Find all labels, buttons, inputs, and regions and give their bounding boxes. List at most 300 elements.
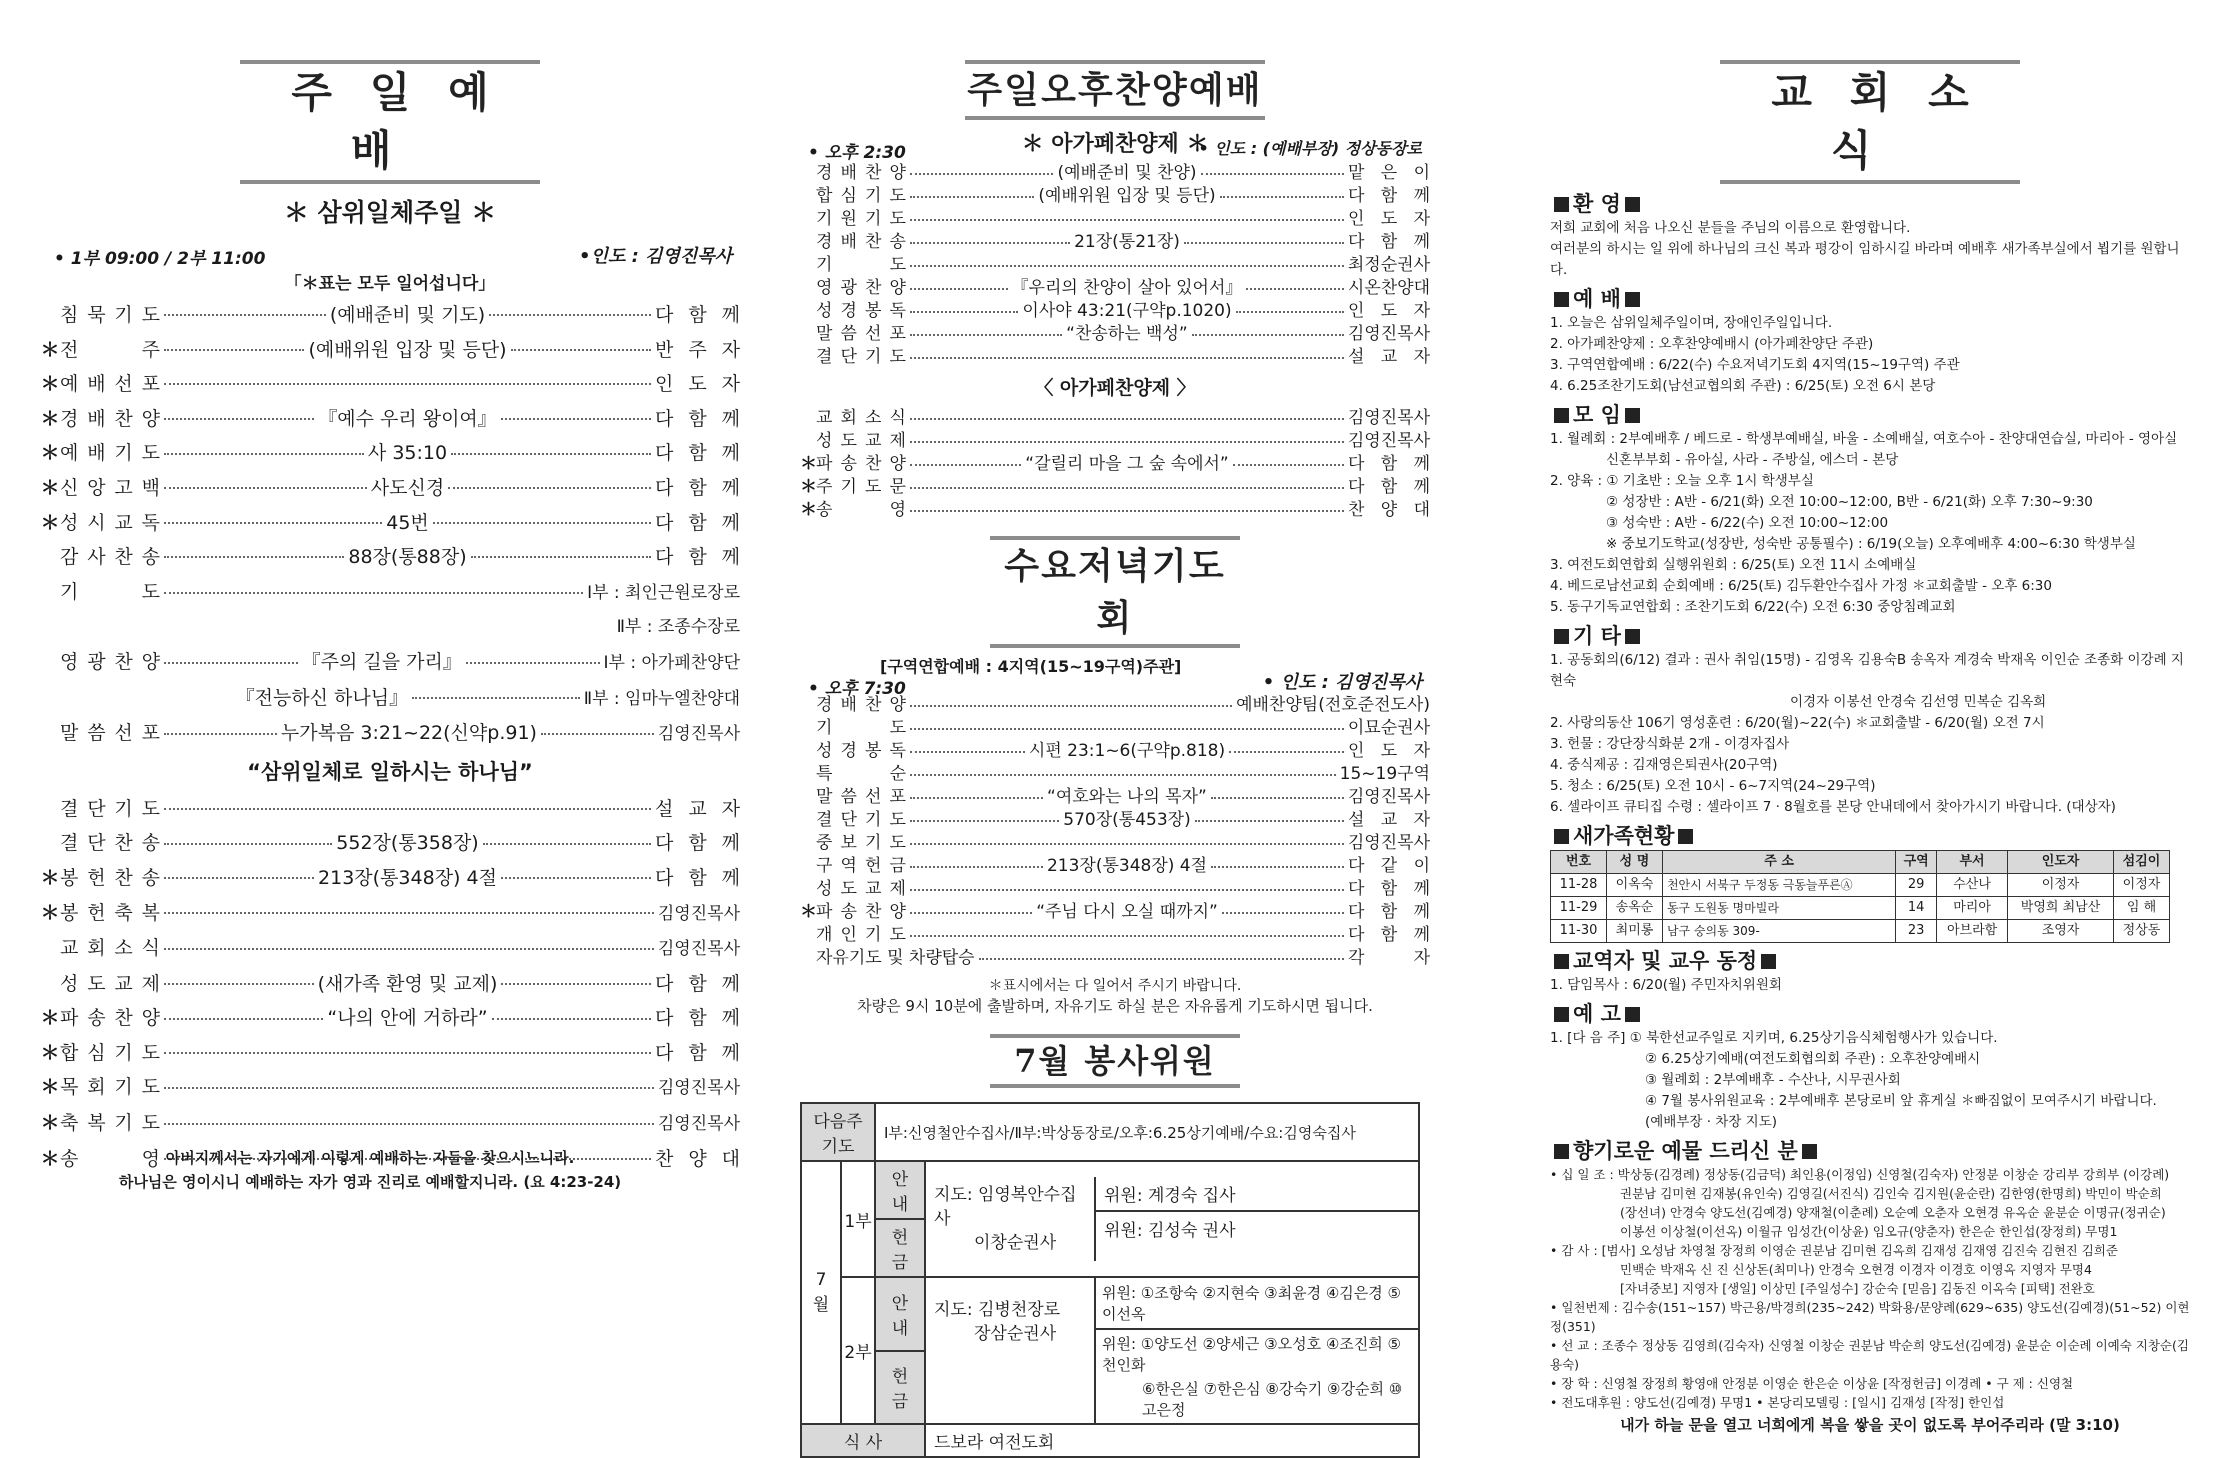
dotted-leader bbox=[164, 349, 304, 351]
service-item-person: 다 함 께 bbox=[655, 1007, 740, 1030]
service-item-label: 교 회 소 식 bbox=[60, 937, 160, 960]
dotted-leader bbox=[501, 983, 651, 985]
part1-guide bbox=[926, 1177, 1096, 1261]
standing-mark: ＊ bbox=[40, 901, 60, 924]
service-item-person: Ⅰ부 : 최인근원로장로 bbox=[587, 582, 740, 603]
service-row bbox=[40, 967, 740, 1002]
square-bullet-icon bbox=[1554, 1144, 1569, 1159]
service-row bbox=[40, 610, 740, 645]
service-item-label: 경 배 찬 송 bbox=[816, 232, 906, 252]
standing-notice: 「＊표는 모두 일어섭니다」 bbox=[284, 274, 496, 294]
sunday-worship-title: 주일예배 bbox=[240, 60, 540, 184]
service-item-content: (예배준비 및 기도) bbox=[329, 304, 486, 326]
service-row bbox=[800, 499, 1430, 522]
notice-line: • 감 사 : [범사] 오성남 차영철 장정희 이영순 권분남 김미현 김옥희 김재성 김재영 김진숙 김현진 김희준 bbox=[1550, 1243, 2118, 1258]
verse-line-1: 아버지께서는 자기에게 이렇게 예배하는 자들을 찾으시느니라. bbox=[165, 1149, 575, 1167]
service-row bbox=[40, 792, 740, 827]
dotted-leader bbox=[910, 288, 1008, 290]
dotted-leader bbox=[910, 357, 1344, 359]
service-item-content: “여호와는 나의 목자” bbox=[1047, 787, 1207, 807]
notice-line: 여러분의 하시는 일 위에 하나님의 크신 복과 평강이 임하시길 바라며 예배후 새가족부실에서 뵙기를 원합니다. bbox=[1550, 241, 2180, 278]
service-item-label: 파 송 찬 양 bbox=[816, 902, 906, 922]
table-cell: 11-30 bbox=[1551, 920, 1607, 943]
service-item-label: 합 심 기 도 bbox=[816, 186, 906, 206]
table-row bbox=[1551, 897, 2170, 920]
part1-usher-members: 위원: 계경숙 집사 bbox=[1096, 1177, 1418, 1212]
notice-line: ② 성장반 : A반 - 6/21(화) 오전 10:00~12:00, B반 - 6/21(화) 오후 7:30~9:30 bbox=[1606, 494, 2093, 510]
service-item-content: 570장(통453장) bbox=[1063, 810, 1191, 830]
dotted-leader bbox=[910, 843, 1344, 845]
dotted-leader bbox=[910, 487, 1344, 489]
service-item-label: 예 배 선 포 bbox=[60, 373, 160, 396]
offering-heading bbox=[1550, 1137, 2190, 1165]
dotted-leader bbox=[1192, 334, 1344, 336]
service-item-label: 말 씀 선 포 bbox=[816, 787, 906, 807]
notice-line: 이경자 이봉선 안경숙 김선영 민복순 김옥희 bbox=[1790, 694, 2047, 710]
service-item-person: 김영진목사 bbox=[657, 939, 740, 960]
etc-text bbox=[1550, 650, 2190, 818]
service-item-label: 감 사 찬 송 bbox=[60, 546, 160, 569]
staff-news-heading bbox=[1550, 947, 2190, 975]
part1-guide-a: 지도: 임영복안수집사 bbox=[934, 1185, 1077, 1229]
afternoon-leader: • 인도 : (예배부장) 정상동장로 bbox=[1198, 139, 1422, 158]
service-item-person: 찬 양 대 bbox=[1348, 500, 1430, 520]
service-row bbox=[40, 1106, 740, 1142]
service-item-content: “찬송하는 백성” bbox=[1066, 324, 1188, 344]
service-row bbox=[40, 506, 740, 541]
church-news-column bbox=[1550, 60, 2190, 1436]
service-item-person: 다 함 께 bbox=[655, 972, 740, 995]
service-row bbox=[40, 367, 740, 402]
part2-offering-members-2: ⑥한은실 ⑦한은심 ⑧강숙기 ⑨강순희 ⑩고은정 bbox=[1142, 1380, 1403, 1419]
dotted-leader bbox=[164, 662, 298, 664]
dotted-leader bbox=[910, 196, 1034, 198]
new-family-heading-text: 새가족현황 bbox=[1573, 824, 1675, 848]
service-row bbox=[800, 185, 1430, 208]
service-item-label: 성 시 교 독 bbox=[60, 511, 160, 534]
service-row bbox=[40, 298, 740, 333]
july-servants-title: 7월 봉사위원 bbox=[990, 1034, 1240, 1088]
worship-heading-text: 예 배 bbox=[1573, 287, 1621, 311]
service-item-label: 송 영 bbox=[816, 500, 906, 520]
dotted-leader bbox=[910, 418, 1344, 420]
notice-line: ※ 중보기도학교(성장반, 성숙반 공통필수) : 6/19(오늘) 오후예배후 4:00~6:30 학생부실 bbox=[1606, 536, 2136, 552]
notice-line: • 일천번제 : 김수송(151~157) 박근용/박경희(235~242) 박화용/문양례(629~635) 양도선(김예경)(51~52) 이현정(351) bbox=[1550, 1300, 2190, 1334]
service-row bbox=[800, 254, 1430, 277]
service-item-label: 성 경 봉 독 bbox=[816, 301, 906, 321]
upcoming-text bbox=[1550, 1028, 2190, 1133]
notice-line: 1. 공동회의(6/12) 결과 : 권사 취임(15명) - 김영옥 김용숙B 송옥자 계경숙 박재옥 이인순 조종화 이강례 지현숙 bbox=[1550, 652, 2184, 689]
service-item-person: 인 도 자 bbox=[1348, 741, 1431, 761]
order-of-service-2 bbox=[40, 792, 740, 1177]
service-row bbox=[800, 300, 1430, 323]
standing-mark: ＊ bbox=[40, 866, 60, 889]
sunday-worship-column bbox=[40, 60, 740, 1176]
service-item-content: (새가족 환영 및 교제) bbox=[317, 972, 498, 995]
service-row bbox=[800, 901, 1430, 924]
column-header: 구역 bbox=[1896, 851, 1937, 874]
dotted-leader bbox=[164, 733, 277, 735]
notice-line: 4. 중식제공 : 김재영은퇴권사(20구역) bbox=[1550, 757, 1778, 773]
standing-mark: ＊ bbox=[40, 476, 60, 499]
square-bullet-icon bbox=[1678, 829, 1693, 844]
standing-mark: ＊ bbox=[40, 511, 60, 534]
service-item-person: 다 함 께 bbox=[655, 1041, 740, 1064]
church-news-title: 교회소식 bbox=[1720, 60, 2020, 184]
service-item-person: 각 자 bbox=[1348, 948, 1430, 968]
notice-line: 3. 헌물 : 강단장식화분 2개 - 이경자집사 bbox=[1550, 736, 1790, 752]
service-item-label: 영 광 찬 양 bbox=[60, 650, 160, 673]
service-item-person: 찬 양 대 bbox=[655, 1147, 740, 1170]
service-item-person: 김영진목사 bbox=[657, 724, 740, 745]
service-row bbox=[40, 1070, 740, 1106]
part1-offering-members: 위원: 김성숙 권사 bbox=[1104, 1221, 1236, 1241]
welcome-heading bbox=[1550, 190, 2190, 218]
service-item-person: 예배찬양팀(전호준전도사) bbox=[1236, 695, 1430, 715]
service-row bbox=[40, 540, 740, 575]
service-row bbox=[40, 931, 740, 967]
service-row bbox=[40, 896, 740, 932]
dotted-leader bbox=[164, 453, 364, 455]
part2-offering-members-1: 위원: ①양도선 ②양세근 ③오성호 ④조진희 ⑤천인화 bbox=[1102, 1335, 1401, 1374]
afternoon-worship-column bbox=[800, 60, 1430, 1458]
notice-line: 3. 구역연합예배 : 6/22(수) 수요저녁기도회 4지역(15~19구역) 주관 bbox=[1550, 357, 1960, 373]
vehicle-note: 차량은 9시 10분에 출발하며, 자유기도 하실 분은 자유롭게 기도하시면 됩니다. bbox=[857, 997, 1373, 1015]
service-row bbox=[800, 832, 1430, 855]
wednesday-prayer-title: 수요저녁기도회 bbox=[990, 536, 1240, 648]
square-bullet-icon bbox=[1554, 292, 1569, 307]
service-item-label: 주 기 도 문 bbox=[816, 477, 906, 497]
service-item-person: 김영진목사 bbox=[1347, 324, 1430, 344]
notice-line: ③ 성숙반 : A반 - 6/22(수) 오전 10:00~12:00 bbox=[1606, 515, 1889, 531]
table-cell: 이옥숙 bbox=[1607, 874, 1663, 897]
dotted-leader bbox=[910, 441, 1344, 443]
service-item-label: 결 단 찬 송 bbox=[60, 832, 160, 855]
dotted-leader bbox=[1220, 196, 1344, 198]
dotted-leader bbox=[910, 751, 1025, 753]
service-item-label: 송 영 bbox=[60, 1147, 160, 1170]
notice-line: 6. 셀라이프 큐티집 수령 : 셀라이프 7 · 8월호를 본당 안내데에서 찾아가시기 바랍니다. (대상자) bbox=[1550, 799, 2116, 815]
wednesday-leader: • 인도 : 김영진목사 bbox=[1262, 672, 1422, 693]
standing-mark: ＊ bbox=[800, 902, 817, 922]
service-item-content: 『전능하신 하나님』 bbox=[235, 686, 409, 709]
service-item-label: 신 앙 고 백 bbox=[60, 476, 160, 499]
service-item-label: 말 씀 선 포 bbox=[60, 722, 160, 745]
service-row bbox=[800, 476, 1430, 499]
table-cell: 마리아 bbox=[1937, 897, 2008, 920]
service-item-person: 다 함 께 bbox=[655, 832, 740, 855]
square-bullet-icon bbox=[1625, 1007, 1640, 1022]
service-item-person: 김영진목사 bbox=[1347, 787, 1430, 807]
dotted-leader bbox=[164, 948, 654, 950]
table-cell: 이정자 bbox=[2008, 874, 2114, 897]
usher-label-1: 안내 bbox=[875, 1161, 925, 1219]
service-row bbox=[800, 277, 1430, 300]
service-row bbox=[800, 346, 1430, 369]
dotted-leader bbox=[412, 697, 580, 699]
afternoon-order bbox=[800, 162, 1430, 369]
dotted-leader bbox=[164, 314, 326, 316]
table-cell: 이정자 bbox=[2114, 874, 2170, 897]
service-row bbox=[40, 645, 740, 681]
dotted-leader bbox=[471, 556, 651, 558]
service-item-label: 특 순 bbox=[816, 764, 906, 784]
service-item-person: 인 도 자 bbox=[1348, 209, 1430, 229]
service-item-person: 다 함 께 bbox=[655, 476, 740, 499]
service-row bbox=[800, 407, 1430, 430]
part2-usher-members: 위원: ①조항숙 ②지현숙 ③최윤경 ④김은경 ⑤이선옥 bbox=[1096, 1278, 1418, 1330]
meeting-heading bbox=[1550, 401, 2190, 429]
notice-line: • 십 일 조 : 박상동(김경례) 정상동(김금덕) 최인용(이정임) 신영철(김숙자) 안정분 이창순 강리부 강희부 (이강례) bbox=[1550, 1167, 2170, 1182]
service-row bbox=[800, 231, 1430, 254]
notice-line: 1. 오늘은 삼위일체주일이며, 장애인주일입니다. bbox=[1550, 315, 1833, 331]
service-item-content: (예배위원 입장 및 등단) bbox=[1038, 186, 1216, 206]
column-header: 부서 bbox=[1937, 851, 2008, 874]
part2-guide bbox=[926, 1278, 1096, 1423]
service-row bbox=[800, 430, 1430, 453]
service-item-content: “주님 다시 오실 때까지” bbox=[1036, 902, 1218, 922]
dotted-leader bbox=[1222, 912, 1344, 914]
notice-line: 신혼부부회 - 유아실, 사라 - 주방실, 에스더 - 본당 bbox=[1606, 452, 1899, 468]
upcoming-heading bbox=[1550, 1000, 2190, 1028]
service-row bbox=[800, 878, 1430, 901]
dotted-leader bbox=[164, 556, 344, 558]
service-item-label: 전 주 bbox=[60, 338, 160, 361]
service-item-label: 봉 헌 축 복 bbox=[60, 901, 160, 924]
notice-line: ③ 월례회 : 2부예배후 - 수산나, 시무권사회 bbox=[1645, 1072, 1901, 1088]
table-cell: 23 bbox=[1896, 920, 1937, 943]
service-item-label: 성 도 교 제 bbox=[816, 431, 906, 451]
bottom-verse bbox=[60, 1146, 680, 1194]
welcome-heading-text: 환 영 bbox=[1573, 192, 1621, 216]
dotted-leader bbox=[451, 453, 651, 455]
dotted-leader bbox=[501, 877, 651, 879]
standing-mark: ＊ bbox=[40, 1041, 60, 1064]
dotted-leader bbox=[541, 733, 654, 735]
dotted-leader bbox=[164, 522, 382, 524]
service-row bbox=[800, 786, 1430, 809]
service-item-content: 213장(통348장) 4절 bbox=[1046, 856, 1208, 876]
new-family-heading bbox=[1550, 822, 2190, 850]
service-item-label: 경 배 찬 양 bbox=[816, 695, 906, 715]
usher-label-2: 안내 bbox=[875, 1277, 925, 1351]
service-item-person: 반 주 자 bbox=[655, 338, 740, 361]
dotted-leader bbox=[910, 866, 1043, 868]
july-servants-table bbox=[800, 1102, 1420, 1458]
service-row bbox=[800, 740, 1430, 763]
service-item-person: 맡 은 이 bbox=[1348, 163, 1430, 183]
service-item-person: 김영진목사 bbox=[1347, 408, 1430, 428]
order-of-service bbox=[40, 298, 740, 752]
service-item-content: (예배준비 및 찬양) bbox=[1057, 163, 1197, 183]
column-header: 인도자 bbox=[2008, 851, 2114, 874]
dotted-leader bbox=[164, 983, 314, 985]
notice-line: 2. 사랑의동산 106기 영성훈련 : 6/20(월)~22(수) ＊교회출발 - 6/20(월) 오전 7시 bbox=[1550, 715, 2045, 731]
service-item-person: 다 함 께 bbox=[1348, 879, 1430, 899]
table-cell: 조영자 bbox=[2008, 920, 2114, 943]
service-row bbox=[800, 809, 1430, 832]
notice-line: 5. 청소 : 6/25(토) 오전 10시 - 6~7지역(24~29구역) bbox=[1550, 778, 1876, 794]
service-item-content: 88장(통88장) bbox=[348, 546, 467, 569]
part2-cell bbox=[925, 1277, 1419, 1424]
dotted-leader bbox=[910, 464, 1021, 466]
service-item-label: 파 송 찬 양 bbox=[816, 454, 906, 474]
column-header: 섬김이 bbox=[2114, 851, 2170, 874]
service-item-content: 시편 23:1~6(구약p.818) bbox=[1028, 741, 1226, 761]
service-item-person: Ⅱ부 : 임마누엘찬양대 bbox=[583, 688, 740, 709]
service-row bbox=[800, 763, 1430, 786]
service-row bbox=[800, 162, 1430, 185]
dotted-leader bbox=[483, 843, 651, 845]
service-item-person: 다 함 께 bbox=[655, 546, 740, 569]
table-cell: 송옥순 bbox=[1607, 897, 1663, 920]
standing-note: ＊표시에서는 다 일어서 주시기 바랍니다. bbox=[988, 978, 1242, 994]
dotted-leader bbox=[501, 418, 651, 420]
service-item-person: 다 함 께 bbox=[655, 866, 740, 889]
part2-guide-a: 지도: 김병천장로 bbox=[934, 1300, 1061, 1320]
welcome-text bbox=[1550, 218, 2190, 281]
service-item-person: 다 함 께 bbox=[1348, 454, 1431, 474]
square-bullet-icon bbox=[1761, 954, 1776, 969]
dotted-leader bbox=[910, 510, 1344, 512]
dotted-leader bbox=[1229, 751, 1344, 753]
dotted-leader bbox=[164, 912, 654, 914]
service-item-person: 김영진목사 bbox=[1347, 833, 1430, 853]
service-item-content: 사 35:10 bbox=[367, 442, 448, 465]
service-item-label: 개 인 기 도 bbox=[816, 925, 906, 945]
dotted-leader bbox=[910, 774, 1336, 776]
service-item-label: 영 광 찬 양 bbox=[816, 278, 906, 298]
service-item-person: 다 같 이 bbox=[1348, 856, 1431, 876]
service-item-person: 설 교 자 bbox=[1348, 810, 1430, 830]
table-header-row bbox=[1551, 851, 2170, 874]
service-item-person: 인 도 자 bbox=[655, 373, 740, 396]
service-row bbox=[40, 436, 740, 471]
dotted-leader bbox=[1184, 242, 1344, 244]
service-item-label: 파 송 찬 양 bbox=[60, 1007, 160, 1030]
service-item-label: 결 단 기 도 bbox=[816, 810, 906, 830]
service-row bbox=[40, 471, 740, 506]
etc-heading bbox=[1550, 622, 2190, 650]
offering-label-1: 헌금 bbox=[875, 1219, 925, 1277]
square-bullet-icon bbox=[1554, 829, 1569, 844]
table-cell: 천안시 서북구 두정동 극동늘푸른Ⓐ bbox=[1662, 874, 1895, 897]
service-item-label: 침 묵 기 도 bbox=[60, 304, 160, 326]
dotted-leader bbox=[492, 1018, 651, 1020]
service-item-label: 결 단 기 도 bbox=[60, 797, 160, 820]
dotted-leader bbox=[164, 1052, 651, 1054]
worship-leader: •인도 : 김영진목사 bbox=[579, 246, 732, 267]
notice-line: 저희 교회에 처음 나오신 분들을 주님의 이름으로 환영합니다. bbox=[1550, 220, 1911, 236]
table-cell: 아브라함 bbox=[1937, 920, 2008, 943]
service-item-label: 경 배 찬 양 bbox=[60, 407, 160, 430]
notice-line: [자녀중보] 지영자 [생일] 이상민 [주일성수] 강순숙 [믿음] 김동진 이옥숙 [피택] 전완호 bbox=[1620, 1281, 2095, 1296]
notice-line: • 선 교 : 조종수 정상동 김영희(김숙자) 신영철 이창순 권분남 박순희 양도선(김예경) 윤분순 이순례 이예숙 지창순(김용숙) bbox=[1550, 1338, 2189, 1372]
dotted-leader bbox=[164, 1018, 323, 1020]
square-bullet-icon bbox=[1625, 629, 1640, 644]
service-item-person: 다 함 께 bbox=[655, 304, 740, 326]
dotted-leader bbox=[1211, 797, 1344, 799]
service-item-label: 성 도 교 제 bbox=[60, 972, 160, 995]
service-item-person: 시온찬양대 bbox=[1347, 278, 1431, 298]
notice-line: 5. 동구기독교연합회 : 조찬기도회 6/22(수) 오전 6:30 중앙침례교회 bbox=[1550, 599, 1956, 615]
standing-mark: ＊ bbox=[40, 1147, 60, 1170]
table-cell: 임 해 bbox=[2114, 897, 2170, 920]
dotted-leader bbox=[164, 808, 651, 810]
sermon-title: “삼위일체로 일하시는 하나님” bbox=[247, 759, 533, 784]
standing-mark: ＊ bbox=[40, 1076, 60, 1099]
service-item-person: 김영진목사 bbox=[1347, 431, 1430, 451]
part2-guide-b: 장삼순권사 bbox=[974, 1324, 1057, 1344]
meal-label: 식 사 bbox=[801, 1424, 925, 1457]
afternoon-time: • 오후 2:30 bbox=[808, 143, 906, 163]
service-item-content: 213장(통348장) 4절 bbox=[318, 866, 497, 889]
upcoming-heading-text: 예 고 bbox=[1573, 1002, 1621, 1026]
dotted-leader bbox=[910, 889, 1344, 891]
meeting-heading-text: 모 임 bbox=[1573, 403, 1621, 427]
worship-info bbox=[40, 240, 740, 270]
standing-mark: ＊ bbox=[800, 454, 817, 474]
dotted-leader bbox=[910, 797, 1043, 799]
service-row bbox=[800, 453, 1430, 476]
service-item-content: 『주의 길을 가리』 bbox=[301, 650, 462, 673]
standing-mark: ＊ bbox=[40, 1007, 60, 1030]
service-item-person: 김영진목사 bbox=[657, 1114, 740, 1135]
service-item-content: “나의 안에 거하라” bbox=[327, 1007, 488, 1030]
meal-value: 드보라 여전도회 bbox=[925, 1424, 1419, 1457]
part2-label: 2부 bbox=[841, 1277, 875, 1424]
afternoon-order-2 bbox=[800, 407, 1430, 522]
dotted-leader bbox=[910, 705, 1232, 707]
worship-time: • 1부 09:00 / 2부 11:00 bbox=[54, 249, 266, 269]
service-row bbox=[800, 208, 1430, 231]
standing-mark: ＊ bbox=[40, 407, 60, 430]
meeting-text bbox=[1550, 429, 2190, 618]
service-item-label: 구 역 헌 금 bbox=[816, 856, 906, 876]
dotted-leader bbox=[489, 314, 651, 316]
notice-line: 2. 양육 : ① 기초반 : 오늘 오후 1시 학생부실 bbox=[1550, 473, 1814, 489]
service-row bbox=[40, 861, 740, 896]
service-row bbox=[40, 575, 740, 611]
dotted-leader bbox=[910, 912, 1032, 914]
worship-text bbox=[1550, 313, 2190, 397]
wednesday-subtitle: [구역연합예배 : 4지역(15~19구역)주관] bbox=[880, 657, 1182, 676]
dotted-leader bbox=[164, 383, 651, 385]
staff-news-heading-text: 교역자 및 교우 동정 bbox=[1573, 949, 1758, 973]
square-bullet-icon bbox=[1802, 1144, 1817, 1159]
service-item-person: 15~19구역 bbox=[1339, 764, 1430, 784]
standing-mark: ＊ bbox=[40, 338, 60, 361]
notice-line: 권분남 김미현 김재봉(유인숙) 김영길(서진식) 김인숙 김지원(윤순란) 김한영(한명희) 박민이 박순희 bbox=[1620, 1186, 2162, 1201]
service-item-content: “갈릴리 마을 그 숲 속에서” bbox=[1025, 454, 1229, 474]
standing-mark: ＊ bbox=[800, 477, 817, 497]
service-item-label: 축 복 기 도 bbox=[60, 1112, 160, 1135]
service-row bbox=[800, 323, 1430, 346]
service-item-label: 성 도 교 제 bbox=[816, 879, 906, 899]
square-bullet-icon bbox=[1554, 629, 1569, 644]
offering-label-2: 헌금 bbox=[875, 1351, 925, 1425]
dotted-leader bbox=[910, 219, 1344, 221]
square-bullet-icon bbox=[1554, 408, 1569, 423]
dotted-leader bbox=[164, 843, 332, 845]
service-row bbox=[800, 855, 1430, 878]
square-bullet-icon bbox=[1554, 954, 1569, 969]
service-item-content: 누가복음 3:21~22(신약p.91) bbox=[280, 722, 537, 745]
service-row bbox=[40, 1036, 740, 1071]
table-cell: 14 bbox=[1896, 897, 1937, 920]
worship-heading bbox=[1550, 285, 2190, 313]
dotted-leader bbox=[910, 242, 1070, 244]
